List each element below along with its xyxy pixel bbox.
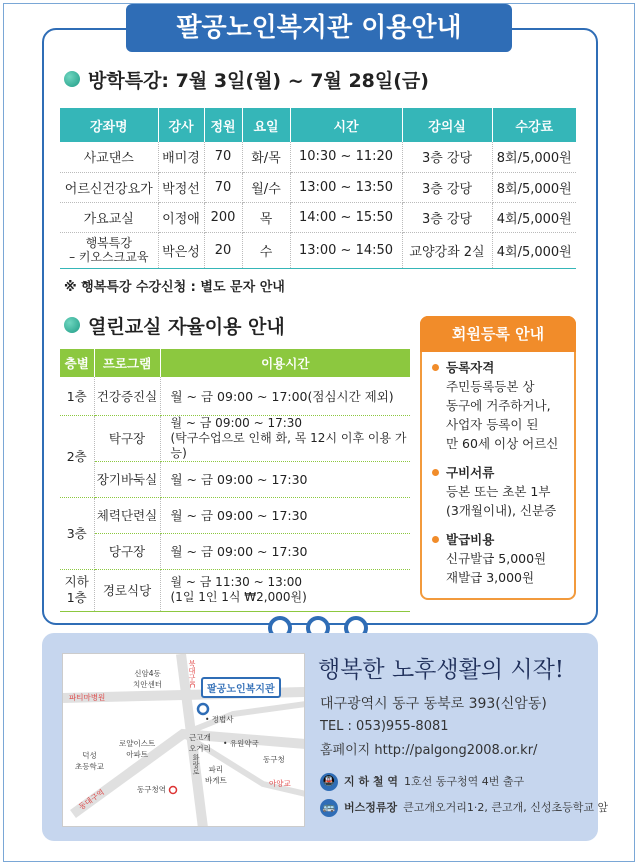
- table-cell: 13:00 ~ 13:50: [290, 172, 402, 202]
- bullet-icon: [432, 536, 439, 543]
- bus-icon: 🚌: [320, 799, 338, 817]
- time-cell: 월 ~ 금 09:00 ~ 17:00(점심시간 제외): [160, 377, 410, 415]
- table-row: [60, 415, 410, 461]
- floor-cell: 지하 1층: [60, 569, 94, 611]
- table-cell: 어르신건강요가: [60, 172, 158, 202]
- table-cell: 가요교실: [60, 202, 158, 232]
- member-item: [428, 463, 568, 520]
- map-label: 동대구역: [77, 787, 106, 812]
- table-cell: 70: [204, 142, 242, 172]
- map-label: 화랑로: [192, 754, 200, 775]
- section-bullet-icon: [64, 71, 80, 87]
- map-label: 로얄이스트 아파트: [119, 739, 156, 759]
- floor-cell: 2층: [60, 415, 94, 497]
- table-cell: 3층 강당: [402, 142, 492, 172]
- program-cell: 당구장: [94, 533, 160, 569]
- table-header: 프로그램: [94, 349, 160, 377]
- time-cell: 월 ~ 금 09:00 ~ 17:30: [160, 497, 410, 533]
- section-bullet-icon: [64, 317, 80, 333]
- member-registration-box: [420, 316, 576, 600]
- table-cell: 월/수: [242, 172, 290, 202]
- table-cell: 4회/5,000원: [492, 202, 576, 232]
- section2-title: 열린교실 자율이용 안내: [88, 316, 285, 338]
- slogan: 행복한 노후생활의 시작!: [318, 657, 565, 683]
- table-cell: 박정선: [158, 172, 204, 202]
- table-cell: 3층 강당: [402, 172, 492, 202]
- table-cell: 8회/5,000원: [492, 142, 576, 172]
- member-item-body: 신규발급 5,000원 재발급 3,000원: [446, 551, 547, 585]
- time-cell: 월 ~ 금 09:00 ~ 17:30 (탁구수업으로 인해 화, 목 12시 이후 이용 가능): [160, 415, 410, 461]
- table-header-row: [60, 108, 576, 142]
- program-cell: 경로식당: [94, 569, 160, 611]
- table-row: [60, 202, 576, 232]
- floor-cell: 1층: [60, 377, 94, 415]
- map-label: 근고개 오거리: [189, 733, 211, 753]
- table-cell: 사교댄스: [60, 142, 158, 172]
- table-cell: 14:00 ~ 15:50: [290, 202, 402, 232]
- table-cell: 박은성: [158, 232, 204, 268]
- table-cell: 배미경: [158, 142, 204, 172]
- table-row: [60, 461, 410, 497]
- table-header: 강좌명: [60, 108, 158, 142]
- bus-info: [320, 799, 608, 817]
- map-label: • 유원약국: [223, 739, 259, 748]
- table-header: 요일: [242, 108, 290, 142]
- member-item-head: 등록자격: [446, 360, 495, 375]
- table-cell: 70: [204, 172, 242, 202]
- member-item: [428, 358, 568, 453]
- table-header: 이용시간: [160, 349, 410, 377]
- program-cell: 탁구장: [94, 415, 160, 461]
- table-cell: 20: [204, 232, 242, 268]
- table-row: [60, 569, 410, 611]
- table-cell: 화/목: [242, 142, 290, 172]
- table-header: 층별: [60, 349, 94, 377]
- special-lecture-note: ※ 행복특강 수강신청 : 별도 문자 안내: [64, 280, 285, 295]
- table-cell: 목: [242, 202, 290, 232]
- table-cell: 8회/5,000원: [492, 172, 576, 202]
- table-header: 정원: [204, 108, 242, 142]
- address: 대구광역시 동구 동북로 393(신암동): [320, 696, 547, 712]
- bus-label: 버스정류장: [344, 801, 398, 814]
- floor-cell: 3층: [60, 497, 94, 569]
- table-header: 강사: [158, 108, 204, 142]
- table-header: 강의실: [402, 108, 492, 142]
- table-cell: 행복특강 – 키오스크교육: [60, 232, 158, 268]
- table-cell: 수: [242, 232, 290, 268]
- subway-label: 지 하 철 역: [344, 775, 398, 788]
- table-row: [60, 533, 410, 569]
- open-class-table: [60, 349, 410, 612]
- bullet-icon: [432, 469, 439, 476]
- table-cell: 4회/5,000원: [492, 232, 576, 268]
- map-label: 파리 바게트: [205, 765, 227, 785]
- map-label: 파티마병원: [69, 693, 106, 702]
- program-cell: 장기바둑실: [94, 461, 160, 497]
- table-row: [60, 172, 576, 202]
- map-center-label: 팔공노인복지관: [201, 677, 281, 698]
- homepage-link[interactable]: 홈페이지 http://palgong2008.or.kr/: [320, 743, 538, 758]
- table-row: [60, 497, 410, 533]
- table-cell: 교양강좌 2실: [402, 232, 492, 268]
- bullet-icon: [432, 364, 439, 371]
- table-row: [60, 377, 410, 415]
- member-item-body: 등본 또는 초본 1부 (3개월이내), 신분증: [446, 484, 557, 518]
- table-cell: 이정애: [158, 202, 204, 232]
- table-row: [60, 232, 576, 268]
- map-label: 북대구IC: [188, 660, 196, 688]
- time-cell: 월 ~ 금 11:30 ~ 13:00 (1일 1인 1식 ₩2,000원): [160, 569, 410, 611]
- map-label: 신암4동 치안센터: [133, 669, 162, 689]
- table-header-row: [60, 349, 410, 377]
- subway-icon: 🚇: [320, 773, 338, 791]
- map-label: 덕성 초등학교: [75, 751, 104, 771]
- map-label: 동구청역: [137, 785, 166, 794]
- time-cell: 월 ~ 금 09:00 ~ 17:30: [160, 461, 410, 497]
- table-cell: 10:30 ~ 11:20: [290, 142, 402, 172]
- map-label: 동구청: [263, 755, 285, 764]
- map-label: 아양교: [269, 779, 291, 788]
- section1-title: 방학특강: 7월 3일(월) ~ 7월 28일(금): [88, 70, 429, 92]
- time-cell: 월 ~ 금 09:00 ~ 17:30: [160, 533, 410, 569]
- subway-info: [320, 773, 524, 791]
- table-cell: 13:00 ~ 14:50: [290, 232, 402, 268]
- bus-text: 큰고개오거리1·2, 큰고개, 신성초등학교 앞: [403, 801, 609, 814]
- telephone: TEL : 053)955-8081: [320, 719, 449, 734]
- map-label: • 정법사: [205, 715, 234, 724]
- program-cell: 체력단련실: [94, 497, 160, 533]
- program-cell: 건강증진실: [94, 377, 160, 415]
- member-item-body: 주민등록등본 상 동구에 거주하거나, 사업자 등록이 된 만 60세 이상 어르신: [446, 379, 559, 451]
- member-item: [428, 530, 568, 587]
- special-lecture-table: [60, 108, 576, 269]
- table-cell: 3층 강당: [402, 202, 492, 232]
- member-item-head: 발급비용: [446, 532, 495, 547]
- contact-panel: [42, 633, 609, 841]
- table-cell: 200: [204, 202, 242, 232]
- page-title: 팔공노인복지관 이용안내: [126, 4, 512, 52]
- location-map: [62, 653, 305, 827]
- table-header: 시간: [290, 108, 402, 142]
- subway-text: 1호선 동구청역 4번 출구: [404, 775, 525, 788]
- table-header: 수강료: [492, 108, 576, 142]
- table-row: [60, 142, 576, 172]
- member-box-title: 회원등록 안내: [420, 316, 576, 352]
- member-item-head: 구비서류: [446, 465, 495, 480]
